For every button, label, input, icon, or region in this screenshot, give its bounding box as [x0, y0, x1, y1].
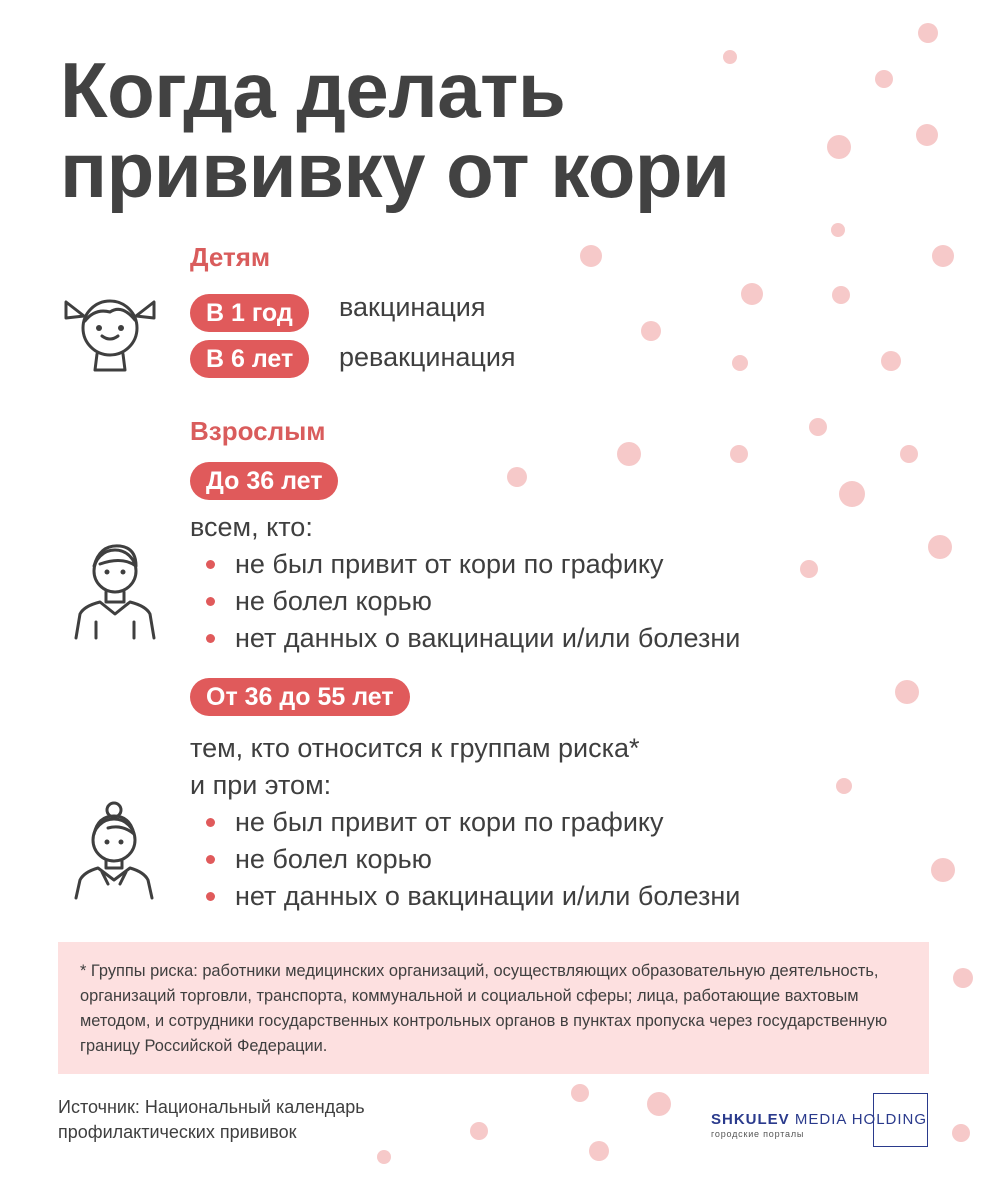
vaccination-text: вакцинация [339, 292, 486, 322]
risk-groups-footnote: * Группы риска: работники медицинских организаций, осуществляющих образовательную деятельность, организаций торговли, транспорта, коммунальной и социальной сферы; лица, работающие вахтовым методом, и сотрудники государственных контрольных органов в пунктах пропуска через государственную границу Российской Федерации. [58, 942, 929, 1074]
group2-intro-line-1: тем, кто относится к группам риска* [190, 733, 640, 763]
age-badge-6-years: В 6 лет [190, 340, 309, 378]
adults-label: Взрослым [190, 416, 326, 446]
group1-list [206, 546, 740, 657]
list-item: не болел корью [206, 583, 740, 620]
bullet-icon [206, 892, 215, 901]
bullet-icon [206, 597, 215, 606]
list-item: нет данных о вакцинации и/или болезни [206, 620, 740, 657]
source-note: Источник: Национальный календарь профилактических прививок [58, 1097, 365, 1142]
brand-logo-frame [873, 1093, 928, 1147]
brand-subtitle: городские порталы [711, 1129, 805, 1139]
age-badge-36-to-55: От 36 до 55 лет [190, 678, 410, 716]
list-item: не болел корью [206, 841, 740, 878]
group2-intro-line-2: и при этом: [190, 770, 332, 800]
group1-intro: всем, кто: [190, 512, 313, 542]
list-item: не был привит от кори по графику [206, 546, 740, 583]
young-man-icon [70, 538, 160, 642]
bullet-icon [206, 634, 215, 643]
title-line-1: Когда делать [60, 46, 566, 134]
bullet-icon [206, 855, 215, 864]
brand-name: SHKULEV MEDIA HOLDING [711, 1111, 928, 1128]
page-title [60, 46, 730, 214]
list-item: не был привит от кори по графику [206, 804, 740, 841]
child-girl-icon [60, 288, 160, 378]
bullet-icon [206, 818, 215, 827]
revaccination-text: ревакцинация [339, 342, 516, 372]
age-badge-1-year: В 1 год [190, 294, 309, 332]
bullet-icon [206, 560, 215, 569]
group2-list [206, 804, 740, 915]
children-label: Детям [190, 242, 271, 272]
age-badge-under-36: До 36 лет [190, 462, 338, 500]
list-item: нет данных о вакцинации и/или болезни [206, 878, 740, 915]
woman-icon [72, 798, 156, 902]
title-line-2: прививку от кори [60, 126, 730, 214]
